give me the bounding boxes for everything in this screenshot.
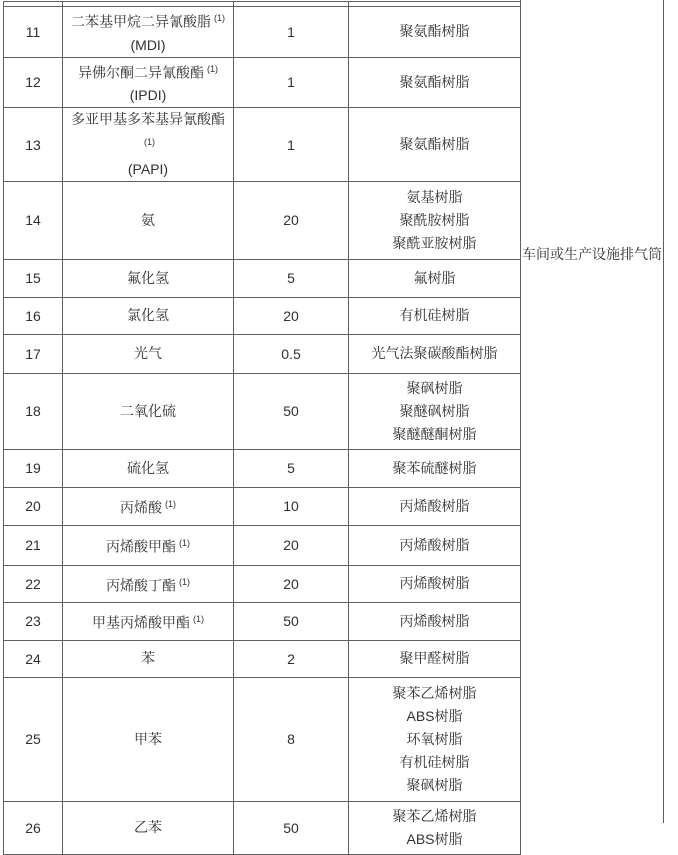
emission-limit-value: 2	[287, 650, 295, 667]
pollutant-name: 丙烯酸丁酯	[106, 577, 176, 594]
resin-name: 聚甲醛树脂	[399, 650, 470, 667]
row-number-cell	[4, 373, 63, 449]
pollutant-name: 二氧化硫	[120, 402, 176, 419]
row-number-cell	[4, 334, 63, 373]
pollutant-abbreviation: (PAPI)	[127, 160, 169, 177]
emission-limit-value: 5	[287, 270, 295, 287]
exhaust-stack-note: 车间或生产设施排气筒	[522, 246, 662, 262]
pollutant-name-cell	[63, 334, 234, 373]
pollutant-name: 氯化氢	[127, 307, 169, 324]
pollutant-name-line	[65, 209, 231, 232]
table-row	[4, 373, 521, 449]
emission-limit-cell	[234, 602, 349, 640]
pollutant-name: 二苯基甲烷二异氰酸脂	[71, 13, 211, 30]
resin-type-cell	[349, 602, 521, 640]
pollutant-name: 丙烯酸	[120, 499, 162, 516]
row-number-cell	[4, 7, 63, 58]
emission-limit-cell	[234, 525, 349, 565]
pollutant-abbreviation-line	[65, 84, 231, 107]
footnote-marker: (1)	[179, 538, 190, 549]
resin-name: 氨基树脂	[406, 188, 463, 205]
emission-limit-value: 10	[283, 498, 299, 515]
row-number-cell	[4, 677, 63, 801]
resin-name: 聚醚醚酮树脂	[392, 425, 477, 442]
pollutant-name: 多亚甲基多苯基异氰酸酯	[71, 111, 225, 128]
resin-name: ABS树脂	[406, 830, 463, 847]
row-number: 26	[25, 819, 41, 836]
row-number-cell	[4, 449, 63, 487]
resin-type-cell	[349, 181, 521, 259]
pollutant-name: 丙烯酸甲酯	[106, 538, 176, 555]
pollutant-name: 甲苯	[134, 730, 162, 747]
row-number: 16	[25, 307, 41, 324]
resin-type-cell	[349, 57, 521, 108]
row-number-cell	[4, 801, 63, 854]
pollutant-name-line	[65, 342, 231, 365]
resin-name: 聚酰亚胺树脂	[392, 234, 477, 251]
resin-name: 聚醚砜树脂	[399, 402, 470, 419]
footnote-marker: (1)	[214, 13, 225, 23]
emission-limit-cell	[234, 334, 349, 373]
resin-name: 聚氨酯树脂	[399, 136, 470, 153]
pollutant-name-line	[65, 267, 231, 290]
resin-name: ABS树脂	[406, 707, 463, 724]
resin-type-cell	[349, 7, 521, 58]
pollutant-name-line	[65, 816, 231, 839]
pollutant-name-cell	[63, 487, 234, 525]
table-row	[4, 487, 521, 525]
table-row	[4, 677, 521, 801]
emission-limit-value: 50	[283, 613, 299, 630]
row-number: 13	[25, 136, 41, 153]
row-number-cell	[4, 602, 63, 640]
emission-limit-value: 20	[283, 575, 299, 592]
pollutant-name-cell	[63, 525, 234, 565]
emission-limit-cell	[234, 7, 349, 58]
resin-type-cell	[349, 640, 521, 677]
resin-name: 有机硅树脂	[399, 753, 470, 770]
resin-name: 丙烯酸树脂	[399, 612, 470, 629]
emission-limit-cell	[234, 57, 349, 108]
footnote-marker: (1)	[165, 499, 176, 510]
resin-name: 有机硅树脂	[399, 307, 470, 324]
resin-name: 聚苯乙烯树脂	[392, 684, 477, 701]
resin-name: 聚酰胺树脂	[399, 211, 470, 228]
table-row	[4, 449, 521, 487]
pollutant-name-line	[65, 728, 231, 751]
row-number: 23	[25, 613, 41, 630]
resin-name: 聚苯硫醚树脂	[392, 459, 477, 476]
resin-type-cell	[349, 449, 521, 487]
pollutant-name-cell	[63, 57, 234, 108]
pollutant-name-line	[65, 571, 231, 598]
resin-name: 光气法聚碳酸酯树脂	[371, 345, 498, 362]
resin-type-cell	[349, 565, 521, 602]
emission-limit-value: 8	[287, 731, 295, 748]
resin-type-cell	[349, 373, 521, 449]
pollutant-name-line	[65, 608, 231, 635]
pollutant-abbreviation-line	[65, 34, 231, 57]
emission-limit-value: 1	[287, 74, 295, 91]
pollutant-name-cell	[63, 7, 234, 58]
emission-limit-cell	[234, 487, 349, 525]
pollutant-name-line	[65, 457, 231, 480]
pollutant-name-cell	[63, 373, 234, 449]
emission-limit-value: 5	[287, 460, 295, 477]
table-row	[4, 181, 521, 259]
row-number-cell	[4, 108, 63, 182]
row-number: 18	[25, 403, 41, 420]
resin-type-cell	[349, 259, 521, 297]
pollutant-name-line	[65, 304, 231, 327]
row-number: 21	[25, 537, 41, 554]
pollutant-name: 氨	[141, 211, 155, 228]
row-number: 17	[25, 345, 41, 362]
emission-table-body	[4, 2, 521, 855]
row-number-cell	[4, 181, 63, 259]
emission-limit-value: 1	[287, 136, 295, 153]
emission-limit-cell	[234, 640, 349, 677]
pollutant-name-cell	[63, 565, 234, 602]
row-number: 15	[25, 270, 41, 287]
emission-limits-table	[3, 1, 521, 855]
table-row	[4, 7, 521, 58]
table-row	[4, 297, 521, 334]
row-number-cell	[4, 487, 63, 525]
row-number: 25	[25, 731, 41, 748]
emission-limit-cell	[234, 297, 349, 334]
emission-limit-value: 20	[283, 212, 299, 229]
resin-name: 氟树脂	[413, 269, 456, 286]
table-row	[4, 565, 521, 602]
resin-type-cell	[349, 487, 521, 525]
table-row	[4, 108, 521, 182]
emission-limit-value: 50	[283, 403, 299, 420]
footnote-marker: (1)	[193, 614, 204, 625]
emission-limit-value: 20	[283, 307, 299, 324]
resin-name: 丙烯酸树脂	[399, 536, 470, 553]
pollutant-name: 光气	[134, 345, 162, 362]
table-row	[4, 259, 521, 297]
footnote-marker: (1)	[179, 576, 190, 587]
row-number: 19	[25, 460, 41, 477]
row-number-cell	[4, 525, 63, 565]
resin-type-cell	[349, 108, 521, 182]
table-row	[4, 525, 521, 565]
row-number: 24	[25, 650, 41, 667]
pollutant-name-line	[65, 7, 231, 34]
pollutant-name-line	[65, 400, 231, 423]
table-row	[4, 801, 521, 854]
resin-name: 聚氨酯树脂	[399, 23, 470, 40]
resin-name: 聚苯乙烯树脂	[392, 807, 477, 824]
row-number-cell	[4, 565, 63, 602]
emission-limit-value: 20	[283, 537, 299, 554]
resin-type-cell	[349, 297, 521, 334]
pollutant-name-cell	[63, 297, 234, 334]
pollutant-name: 甲基丙烯酸甲酯	[92, 614, 190, 631]
resin-type-cell	[349, 525, 521, 565]
pollutant-abbreviation-line	[65, 158, 231, 181]
row-number: 14	[25, 212, 41, 229]
emission-limit-cell	[234, 373, 349, 449]
pollutant-name-line	[65, 647, 231, 670]
pollutant-name: 苯	[141, 650, 155, 667]
pollutant-name-cell	[63, 677, 234, 801]
exhaust-stack-column	[520, 0, 664, 823]
emission-limit-cell	[234, 677, 349, 801]
pollutant-name-cell	[63, 259, 234, 297]
emission-limit-cell	[234, 801, 349, 854]
resin-name: 聚砜树脂	[406, 379, 463, 396]
pollutant-name-cell	[63, 640, 234, 677]
row-number-cell	[4, 57, 63, 108]
resin-type-cell	[349, 334, 521, 373]
emission-limit-cell	[234, 108, 349, 182]
emission-limit-cell	[234, 449, 349, 487]
emission-limit-value: 1	[287, 23, 295, 40]
table-row	[4, 57, 521, 108]
pollutant-name-cell	[63, 602, 234, 640]
table-row	[4, 334, 521, 373]
row-number-cell	[4, 259, 63, 297]
row-number: 12	[25, 74, 41, 91]
footnote-marker: (1)	[207, 63, 218, 74]
row-number-cell	[4, 640, 63, 677]
emission-limit-cell	[234, 565, 349, 602]
resin-name: 聚氨酯树脂	[399, 73, 470, 90]
pollutant-name-cell	[63, 449, 234, 487]
resin-name: 聚砜树脂	[406, 776, 463, 793]
pollutant-abbreviation: (IPDI)	[129, 87, 167, 104]
emission-limit-cell	[234, 259, 349, 297]
emission-limit-value: 50	[283, 819, 299, 836]
resin-name: 丙烯酸树脂	[399, 575, 470, 592]
pollutant-name-line	[65, 108, 231, 158]
pollutant-name: 氟化氢	[127, 269, 169, 286]
pollutant-name: 硫化氢	[127, 459, 169, 476]
row-number: 11	[25, 23, 41, 40]
pollutant-name-line	[65, 532, 231, 559]
row-number: 22	[25, 575, 41, 592]
resin-type-cell	[349, 677, 521, 801]
pollutant-name-cell	[63, 801, 234, 854]
resin-name: 丙烯酸树脂	[399, 497, 470, 514]
pollutant-name-line	[65, 58, 231, 85]
row-number: 20	[25, 498, 41, 515]
table-row	[4, 640, 521, 677]
emission-limit-cell	[234, 181, 349, 259]
emission-limit-value: 0.5	[281, 345, 301, 362]
table-row	[4, 602, 521, 640]
pollutant-name-cell	[63, 108, 234, 182]
pollutant-name-line	[65, 493, 231, 520]
row-number-cell	[4, 297, 63, 334]
pollutant-abbreviation: (MDI)	[130, 36, 166, 53]
resin-type-cell	[349, 801, 521, 854]
pollutant-name: 异佛尔酮二异氰酸酯	[78, 64, 204, 81]
pollutant-name: 乙苯	[134, 819, 162, 836]
pollutant-name-cell	[63, 181, 234, 259]
resin-name: 环氧树脂	[406, 730, 463, 747]
footnote-marker: (1)	[144, 137, 155, 148]
